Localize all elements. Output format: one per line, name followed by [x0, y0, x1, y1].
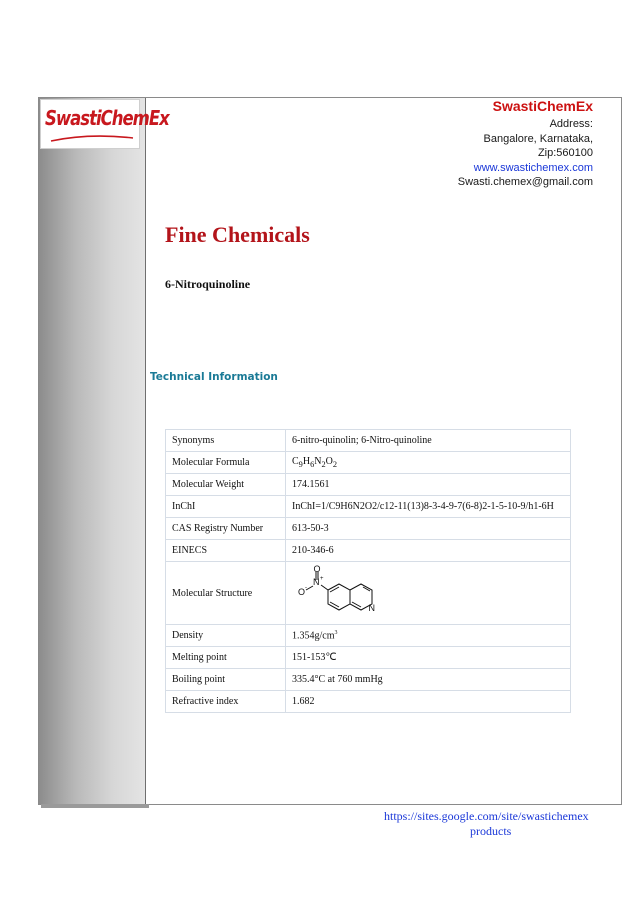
- property-label: Molecular Formula: [166, 452, 286, 474]
- molecular-structure-image: [292, 566, 392, 622]
- property-value: 6-nitro-quinolin; 6-Nitro-quinoline: [286, 430, 571, 452]
- website-link[interactable]: www.swastichemex.com: [473, 161, 593, 174]
- footer-site-link[interactable]: https://sites.google.com/site/swastichemex: [384, 809, 589, 823]
- table-row: [166, 474, 571, 496]
- property-label: EINECS: [166, 540, 286, 562]
- table-row: [166, 496, 571, 518]
- company-info: [458, 97, 593, 190]
- address-label: Address:: [549, 118, 593, 130]
- formula-n-count: 2: [321, 460, 326, 469]
- molecular-structure-cell: [286, 562, 571, 625]
- property-label: Melting point: [166, 647, 286, 669]
- molecular-formula-value: [286, 452, 571, 474]
- formula-h: H: [302, 456, 311, 467]
- email-address[interactable]: Swasti.chemex@gmail.com: [457, 176, 593, 188]
- formula-c: C: [292, 456, 299, 467]
- sidebar-shadow: [41, 804, 149, 808]
- formula-c-count: 9: [298, 460, 303, 469]
- property-label: CAS Registry Number: [166, 518, 286, 540]
- atom-o-single: O: [298, 587, 306, 597]
- zip-code: Zip:560100: [537, 147, 593, 159]
- table-row: [166, 540, 571, 562]
- table-row: [166, 625, 571, 647]
- density-value: [286, 625, 571, 647]
- property-value: InChI=1/C9H6N2O2/c12-11(13)8-3-4-9-7(6-8)2-1-5-10-9/h1-6H: [286, 496, 571, 518]
- property-label: Synonyms: [166, 430, 286, 452]
- table-row: [166, 691, 571, 713]
- property-label: Molecular Weight: [166, 474, 286, 496]
- property-value: 210-346-6: [286, 540, 571, 562]
- atom-n-nitro: N: [313, 577, 320, 587]
- property-label: Refractive index: [166, 691, 286, 713]
- density-base: 1.354g/cm: [292, 630, 335, 642]
- sidebar: [39, 98, 146, 804]
- property-value: 335.4°C at 760 mmHg: [286, 669, 571, 691]
- property-value: 1.682: [286, 691, 571, 713]
- formula-h-count: 6: [310, 460, 315, 469]
- formula-o-count: 2: [332, 460, 338, 469]
- company-name: SwastiChemEx: [492, 98, 593, 114]
- logo-swoosh-icon: [49, 135, 135, 143]
- footer-cut-text: products: [470, 824, 512, 838]
- charge-minus: -: [305, 585, 307, 591]
- table-row: [166, 647, 571, 669]
- property-label: Density: [166, 625, 286, 647]
- section-heading: Technical Information: [150, 371, 278, 383]
- table-row: [166, 518, 571, 540]
- company-logo: [40, 99, 169, 149]
- property-label: InChI: [166, 496, 286, 518]
- table-row: [166, 452, 571, 474]
- property-value: 151-153℃: [286, 647, 571, 669]
- density-exponent: 3: [334, 629, 338, 636]
- formula-o: O: [325, 456, 333, 467]
- page-title: Fine Chemicals: [165, 222, 310, 247]
- charge-plus: +: [320, 576, 324, 582]
- atom-n-ring: N: [368, 603, 375, 613]
- atom-o-double: O: [313, 564, 321, 574]
- product-name: 6-Nitroquinoline: [165, 277, 251, 291]
- property-value: 174.1561: [286, 474, 571, 496]
- table-row: [166, 669, 571, 691]
- formula-n: N: [314, 456, 322, 467]
- property-label: Boiling point: [166, 669, 286, 691]
- table-row: [166, 562, 571, 625]
- address-line: Bangalore, Karnataka,: [483, 132, 593, 145]
- property-label: Molecular Structure: [166, 562, 286, 625]
- logo-text: SwastiChemEx: [45, 106, 169, 130]
- properties-table: [165, 429, 571, 713]
- table-row: [166, 430, 571, 452]
- property-value: 613-50-3: [286, 518, 571, 540]
